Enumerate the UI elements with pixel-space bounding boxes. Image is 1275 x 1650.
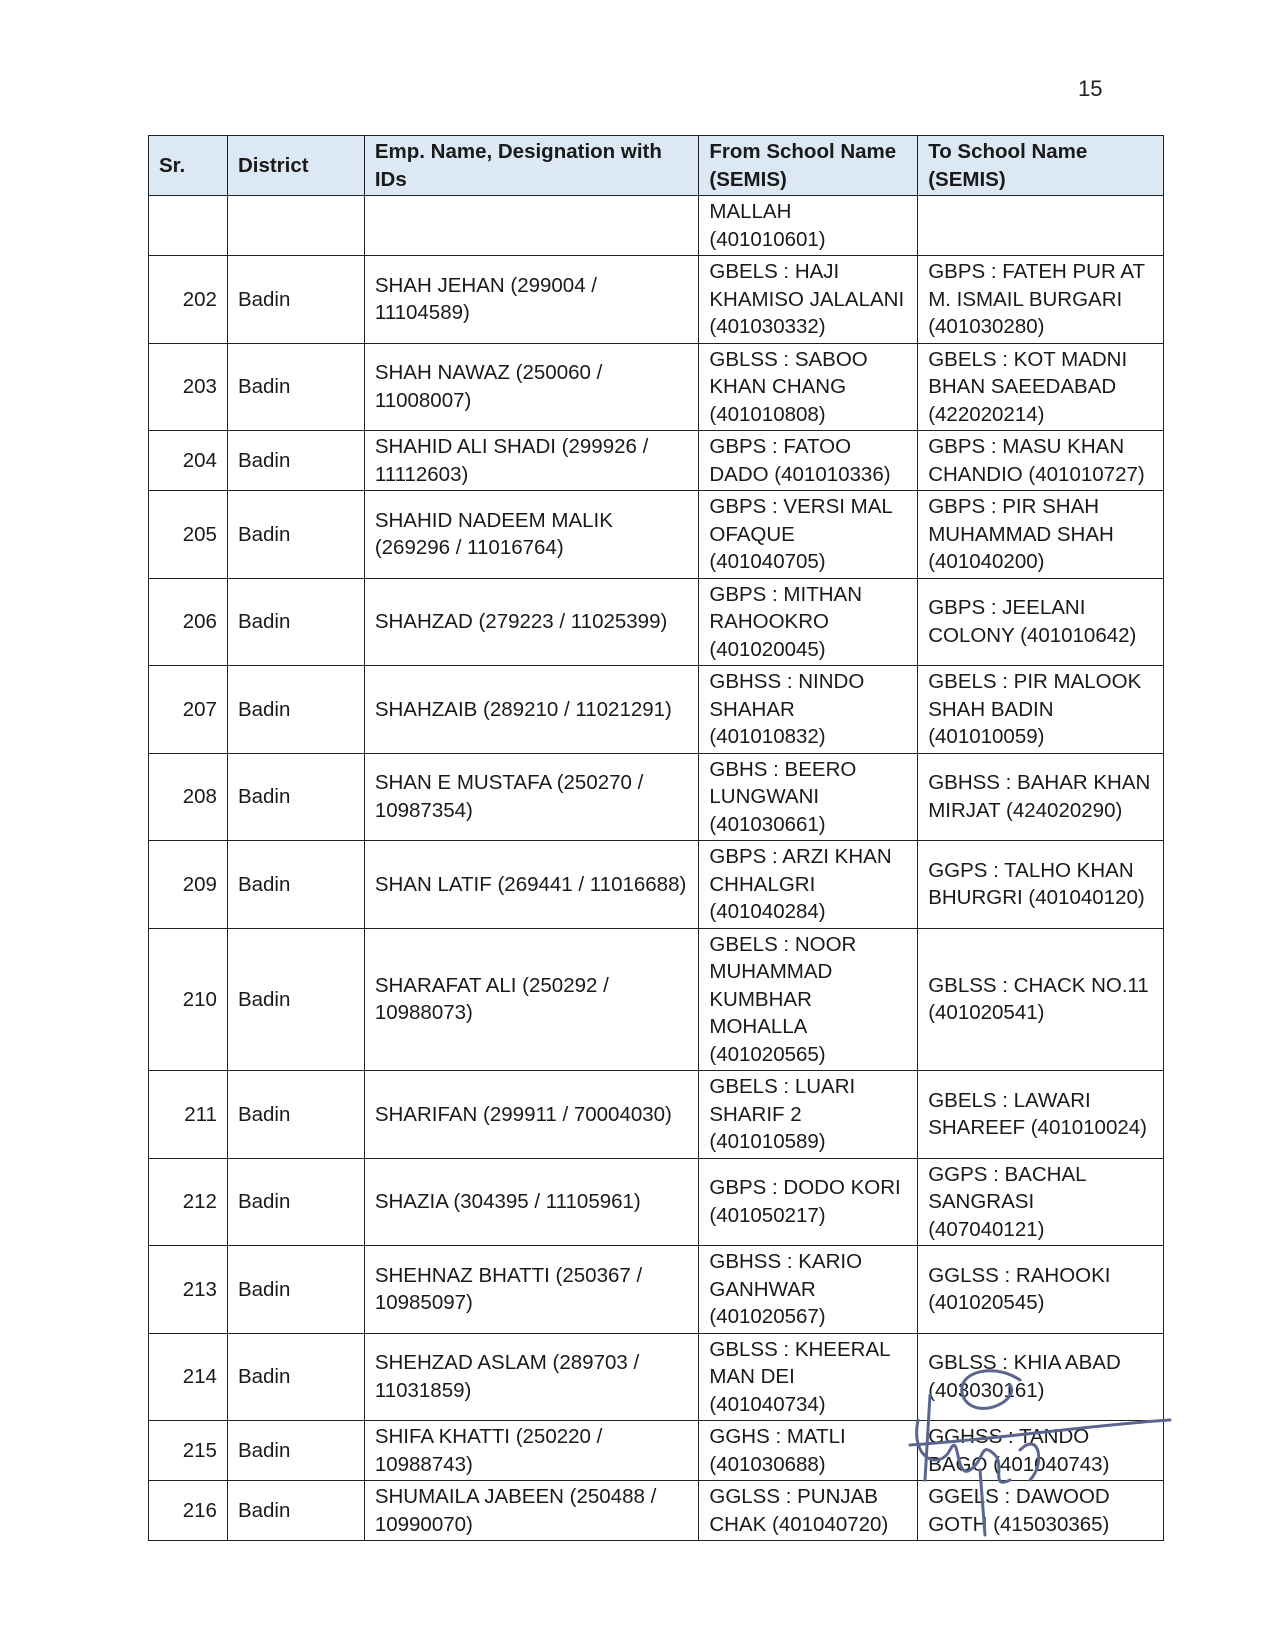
cell-to-school: GBLSS : KHIA ABAD (403030161) bbox=[918, 1333, 1164, 1421]
cell-to-school: GBPS : MASU KHAN CHANDIO (401010727) bbox=[918, 431, 1164, 491]
cell-district: Badin bbox=[227, 1421, 364, 1481]
cell-from-school: GBELS : NOOR MUHAMMAD KUMBHAR MOHALLA (401020565) bbox=[699, 928, 918, 1071]
cell-district: Badin bbox=[227, 1333, 364, 1421]
cell-employee: SHAHZAIB (289210 / 11021291) bbox=[364, 666, 699, 754]
cell-sr: 214 bbox=[149, 1333, 228, 1421]
header-from-school: From School Name (SEMIS) bbox=[699, 136, 918, 196]
cell-sr: 209 bbox=[149, 841, 228, 929]
table-row bbox=[149, 1246, 1164, 1334]
cell-employee: SHAHID ALI SHADI (299926 / 11112603) bbox=[364, 431, 699, 491]
cell-to-school: GBPS : JEELANI COLONY (401010642) bbox=[918, 578, 1164, 666]
cell-sr bbox=[149, 196, 228, 256]
table-row bbox=[149, 1333, 1164, 1421]
cell-from-school: GBPS : VERSI MAL OFAQUE (401040705) bbox=[699, 491, 918, 579]
cell-employee: SHIFA KHATTI (250220 / 10988743) bbox=[364, 1421, 699, 1481]
cell-from-school: GGHS : MATLI (401030688) bbox=[699, 1421, 918, 1481]
transfer-table bbox=[148, 135, 1164, 1541]
cell-employee: SHEHZAD ASLAM (289703 / 11031859) bbox=[364, 1333, 699, 1421]
cell-to-school: GBELS : KOT MADNI BHAN SAEEDABAD (422020214) bbox=[918, 343, 1164, 431]
cell-district: Badin bbox=[227, 928, 364, 1071]
cell-from-school: GBHSS : NINDO SHAHAR (401010832) bbox=[699, 666, 918, 754]
cell-sr: 211 bbox=[149, 1071, 228, 1159]
cell-employee: SHAH JEHAN (299004 / 11104589) bbox=[364, 256, 699, 344]
table-row bbox=[149, 256, 1164, 344]
cell-from-school: GBELS : LUARI SHARIF 2 (401010589) bbox=[699, 1071, 918, 1159]
cell-district: Badin bbox=[227, 841, 364, 929]
cell-employee: SHAHZAD (279223 / 11025399) bbox=[364, 578, 699, 666]
cell-employee: SHEHNAZ BHATTI (250367 / 10985097) bbox=[364, 1246, 699, 1334]
cell-to-school: GGELS : DAWOOD GOTH (415030365) bbox=[918, 1481, 1164, 1541]
cell-sr: 210 bbox=[149, 928, 228, 1071]
cell-sr: 208 bbox=[149, 753, 228, 841]
table-row bbox=[149, 928, 1164, 1071]
table-row bbox=[149, 1071, 1164, 1159]
table-row bbox=[149, 491, 1164, 579]
cell-to-school: GBHSS : BAHAR KHAN MIRJAT (424020290) bbox=[918, 753, 1164, 841]
cell-sr: 215 bbox=[149, 1421, 228, 1481]
cell-sr: 207 bbox=[149, 666, 228, 754]
cell-sr: 216 bbox=[149, 1481, 228, 1541]
cell-to-school: GBELS : LAWARI SHAREEF (401010024) bbox=[918, 1071, 1164, 1159]
table-row bbox=[149, 666, 1164, 754]
cell-employee: SHAN E MUSTAFA (250270 / 10987354) bbox=[364, 753, 699, 841]
cell-employee: SHAZIA (304395 / 11105961) bbox=[364, 1158, 699, 1246]
cell-employee: SHAN LATIF (269441 / 11016688) bbox=[364, 841, 699, 929]
cell-sr: 202 bbox=[149, 256, 228, 344]
cell-district bbox=[227, 196, 364, 256]
cell-sr: 203 bbox=[149, 343, 228, 431]
cell-district: Badin bbox=[227, 1246, 364, 1334]
header-to-school: To School Name (SEMIS) bbox=[918, 136, 1164, 196]
cell-sr: 213 bbox=[149, 1246, 228, 1334]
cell-sr: 204 bbox=[149, 431, 228, 491]
table-row bbox=[149, 1158, 1164, 1246]
cell-from-school: MALLAH (401010601) bbox=[699, 196, 918, 256]
cell-district: Badin bbox=[227, 256, 364, 344]
cell-employee: SHAHID NADEEM MALIK (269296 / 11016764) bbox=[364, 491, 699, 579]
table-row bbox=[149, 841, 1164, 929]
cell-employee: SHARAFAT ALI (250292 / 10988073) bbox=[364, 928, 699, 1071]
cell-to-school: GBPS : PIR SHAH MUHAMMAD SHAH (401040200) bbox=[918, 491, 1164, 579]
cell-to-school bbox=[918, 196, 1164, 256]
cell-from-school: GBHS : BEERO LUNGWANI (401030661) bbox=[699, 753, 918, 841]
table-row bbox=[149, 753, 1164, 841]
header-sr: Sr. bbox=[149, 136, 228, 196]
table-row bbox=[149, 343, 1164, 431]
cell-to-school: GGHSS : TANDO BAGO (401040743) bbox=[918, 1421, 1164, 1481]
cell-to-school: GBPS : FATEH PUR AT M. ISMAIL BURGARI (401030280) bbox=[918, 256, 1164, 344]
cell-to-school: GGPS : TALHO KHAN BHURGRI (401040120) bbox=[918, 841, 1164, 929]
cell-sr: 205 bbox=[149, 491, 228, 579]
cell-from-school: GBPS : ARZI KHAN CHHALGRI (401040284) bbox=[699, 841, 918, 929]
table-row bbox=[149, 1421, 1164, 1481]
cell-from-school: GBPS : FATOO DADO (401010336) bbox=[699, 431, 918, 491]
header-district: District bbox=[227, 136, 364, 196]
page-number: 15 bbox=[1078, 76, 1103, 101]
cell-from-school: GBLSS : KHEERAL MAN DEI (401040734) bbox=[699, 1333, 918, 1421]
cell-to-school: GGLSS : RAHOOKI (401020545) bbox=[918, 1246, 1164, 1334]
cell-district: Badin bbox=[227, 1158, 364, 1246]
cell-from-school: GBHSS : KARIO GANHWAR (401020567) bbox=[699, 1246, 918, 1334]
table-body bbox=[149, 196, 1164, 1541]
cell-from-school: GBLSS : SABOO KHAN CHANG (401010808) bbox=[699, 343, 918, 431]
cell-from-school: GBPS : DODO KORI (401050217) bbox=[699, 1158, 918, 1246]
table-row bbox=[149, 578, 1164, 666]
header-employee: Emp. Name, Designation with IDs bbox=[364, 136, 699, 196]
cell-employee bbox=[364, 196, 699, 256]
cell-employee: SHARIFAN (299911 / 70004030) bbox=[364, 1071, 699, 1159]
cell-employee: SHUMAILA JABEEN (250488 / 10990070) bbox=[364, 1481, 699, 1541]
cell-district: Badin bbox=[227, 666, 364, 754]
cell-from-school: GGLSS : PUNJAB CHAK (401040720) bbox=[699, 1481, 918, 1541]
cell-district: Badin bbox=[227, 343, 364, 431]
cell-district: Badin bbox=[227, 1481, 364, 1541]
cell-district: Badin bbox=[227, 1071, 364, 1159]
cell-to-school: GBELS : PIR MALOOK SHAH BADIN (401010059) bbox=[918, 666, 1164, 754]
table-row bbox=[149, 196, 1164, 256]
cell-from-school: GBELS : HAJI KHAMISO JALALANI (401030332) bbox=[699, 256, 918, 344]
cell-sr: 212 bbox=[149, 1158, 228, 1246]
table-row bbox=[149, 1481, 1164, 1541]
cell-employee: SHAH NAWAZ (250060 / 11008007) bbox=[364, 343, 699, 431]
cell-from-school: GBPS : MITHAN RAHOOKRO (401020045) bbox=[699, 578, 918, 666]
table-row bbox=[149, 431, 1164, 491]
cell-sr: 206 bbox=[149, 578, 228, 666]
cell-district: Badin bbox=[227, 753, 364, 841]
table-header-row bbox=[149, 136, 1164, 196]
cell-district: Badin bbox=[227, 491, 364, 579]
cell-to-school: GGPS : BACHAL SANGRASI (407040121) bbox=[918, 1158, 1164, 1246]
cell-to-school: GBLSS : CHACK NO.11 (401020541) bbox=[918, 928, 1164, 1071]
cell-district: Badin bbox=[227, 431, 364, 491]
cell-district: Badin bbox=[227, 578, 364, 666]
